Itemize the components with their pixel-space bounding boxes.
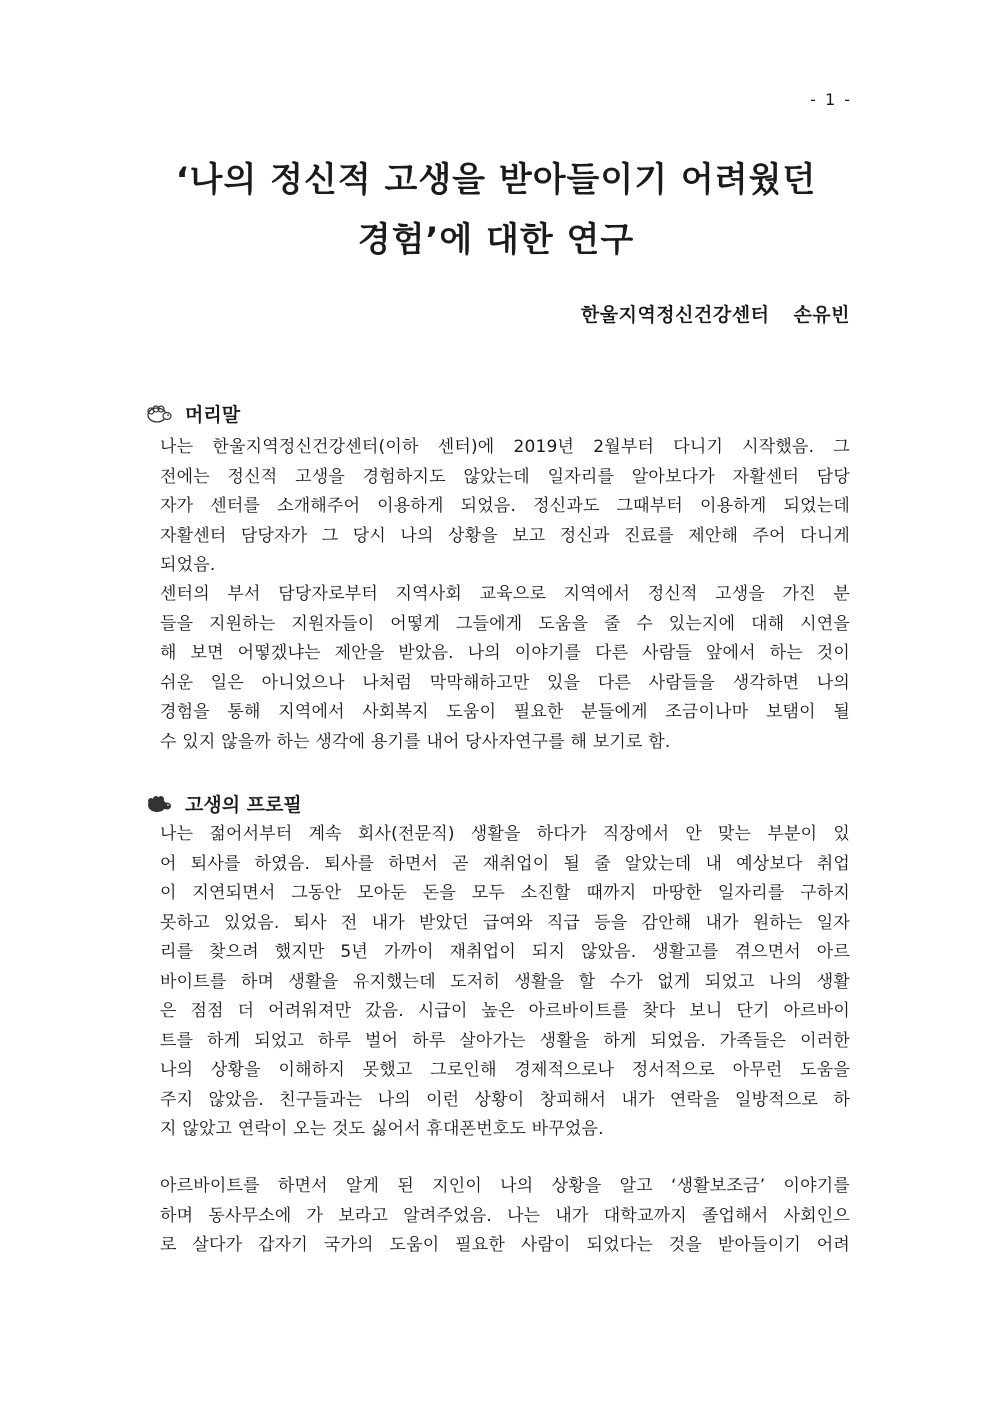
text-line: 어 퇴사를 하였음. 퇴사를 하면서 곧 재취업이 될 줄 알았는데 내 예상보다 취업 [160,853,850,874]
paragraph [160,580,850,757]
section-heading-text: 고생의 프로필 [185,794,302,816]
text-line: 경험을 통해 지역에서 사회복지 도움이 필요한 분들에게 조금이나마 보탬이 될 [160,702,850,722]
title-line-2: 경험’에 대한 연구 [357,220,635,260]
text-line: 은 점점 더 어려워져만 갔음. 시급이 높은 아르바이트를 찾다 보니 단기 아르바이 [160,1001,850,1021]
text-line: 나는 한울지역정신건강센터(이하 센터)에 2019년 2월부터 다니기 시작했음. 그 [160,437,850,457]
section-heading-profile [145,790,302,817]
text-line: 들을 지원하는 지원자들이 어떻게 그들에게 도움을 줄 수 있는지에 대해 시연을 [160,613,850,634]
author-block [581,300,850,327]
text-line: 지 않았고 연락이 오는 것도 싫어서 휴대폰번호도 바꾸었음. [160,1119,604,1139]
text-line: 되었음. [160,555,216,575]
author-name: 손유빈 [793,304,850,326]
page-number: - 1 - [810,90,852,109]
text-line: 하며 동사무소에 가 보라고 알려주었음. 나는 내가 대학교까지 졸업해서 사회인으 [160,1205,850,1226]
filled-sheep-icon [145,793,173,815]
text-line: 쉬운 일은 아니었으나 나처럼 막막해하고만 있을 다른 사람들을 생각하면 나의 [160,672,850,693]
text-line: 리를 찾으려 했지만 5년 가까이 재취업이 되지 않았음. 생활고를 겪으면서 아르 [160,942,850,962]
title-line-1: ‘나의 정신적 고생을 받아들이기 어려웠던 [175,160,817,200]
text-line: 센터의 부서 담당자로부터 지역사회 교육으로 지역에서 정신적 고생을 가진 분 [160,584,850,604]
text-line: 자가 센터를 소개해주어 이용하게 되었음. 정신과도 그때부터 이용하게 되었는데 [160,496,850,516]
paragraph [160,1172,850,1261]
text-line: 못하고 있었음. 퇴사 전 내가 받았던 급여와 직급 등을 감안해 내가 원하는 일자 [160,912,850,933]
text-line: 이 지연되면서 그동안 모아둔 돈을 모두 소진할 때까지 마땅한 일자리를 구하지 [160,883,850,903]
text-line: 수 있지 않을까 하는 생각에 용기를 내어 당사자연구를 해 보기로 함. [160,731,671,752]
paragraph [160,820,850,1145]
paragraph [160,433,850,581]
text-line: 나의 상황을 이해하지 못했고 그로인해 경제적으로나 정서적으로 아무런 도움을 [160,1060,850,1080]
section-heading-intro [145,400,240,427]
outline-sheep-icon [145,403,173,425]
text-line: 주지 않았음. 친구들과는 나의 이런 상황이 창피해서 내가 연락을 일방적으로 하 [160,1089,850,1110]
text-line: 해 보면 어떻겠냐는 제안을 받았음. 나의 이야기를 다른 사람들 앞에서 하는 것이 [160,643,850,663]
text-line: 아르바이트를 하면서 알게 된 지인이 나의 상황을 알고 ‘생활보조금’ 이야기를 [160,1176,850,1196]
document-title [100,150,892,270]
text-line: 바이트를 하며 생활을 유지했는데 도저히 생활을 할 수가 없게 되었고 나의 생활 [160,971,850,992]
text-line: 트를 하게 되었고 하루 벌어 하루 살아가는 생활을 하게 되었음. 가족들은 이러한 [160,1030,850,1051]
text-line: 전에는 정신적 고생을 경험하지도 않았는데 일자리를 알아보다가 자활센터 담당 [160,466,850,487]
text-line: 로 살다가 갑자기 국가의 도움이 필요한 사람이 되었다는 것을 받아들이기 어려 [160,1235,850,1255]
text-line: 자활센터 담당자가 그 당시 나의 상황을 보고 정신과 진료를 제안해 주어 다니게 [160,525,850,546]
section-heading-text: 머리말 [185,404,241,426]
text-line: 나는 젊어서부터 계속 회사(전문직) 생활을 하다가 직장에서 안 맞는 부분이 있 [160,824,850,844]
author-affiliation: 한울지역정신건강센터 [580,304,770,326]
